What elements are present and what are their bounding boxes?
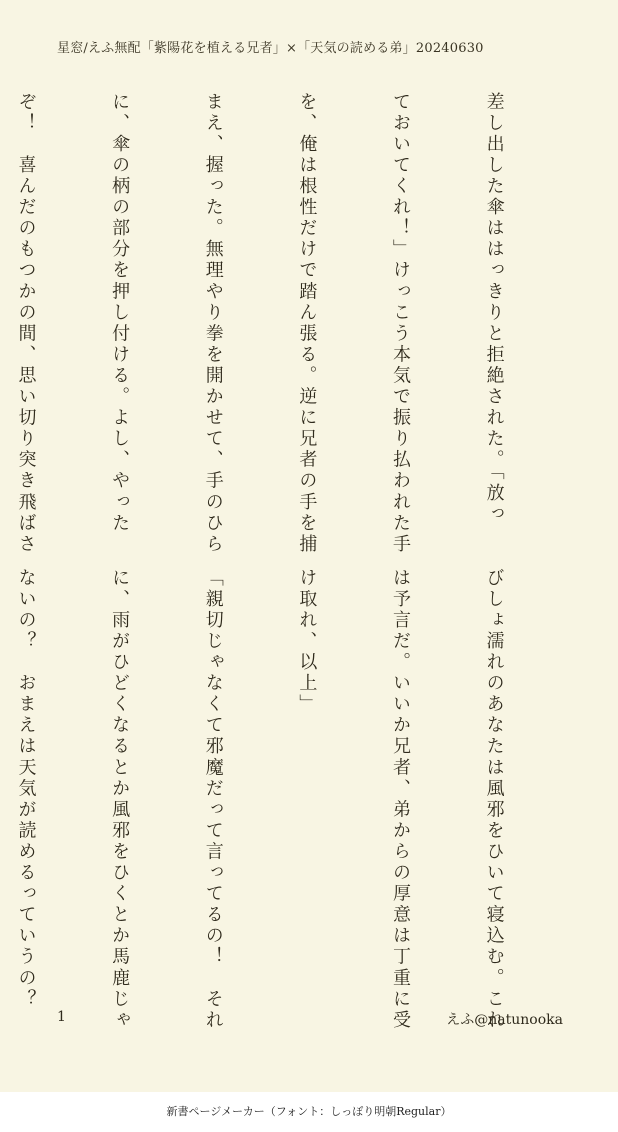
text-line: びしょ濡れのあなたは風邪をひいて寝込む。これ [483, 568, 505, 1032]
text-line: 差し出した傘ははっきりと拒絶された。「放っ [483, 92, 505, 526]
text-line: 「親切じゃなくて邪魔だって言ってるの！ それ [202, 568, 224, 1032]
text-line: ないの？ おまえは天気が読めるっていうの？ [15, 568, 37, 1011]
generator-credit: 新書ページメーカー（フォント：しっぽり明朝Regular） [166, 1105, 452, 1118]
page-header: 星窓/えふ無配「紫陽花を植える兄者」×「天気の読める弟」20240630 [57, 41, 484, 56]
page-number: 1 [57, 1009, 66, 1025]
text-line: に、傘の柄の部分を押し付ける。よし、やった [109, 92, 131, 535]
text-line: ぞ！ 喜んだのもつかの間、思い切り突き飛ばさ [15, 92, 37, 556]
text-block-upper [15, 92, 572, 556]
text-line: は予言だ。いいか兄者、弟からの厚意は丁重に受 [389, 568, 411, 1032]
text-line: け取れ、以上」 [296, 568, 318, 716]
text-line: まえ、握った。無理やり拳を開かせて、手のひら [202, 92, 224, 556]
text-line: ておいてくれ！」けっこう本気で振り払われた手 [389, 92, 411, 556]
text-line: に、雨がひどくなるとか風邪をひくとか馬鹿じゃ [109, 568, 131, 1032]
text-line: を、俺は根性だけで踏ん張る。逆に兄者の手を捕 [296, 92, 318, 556]
author-credit: えふ@natunooka [446, 1012, 563, 1028]
